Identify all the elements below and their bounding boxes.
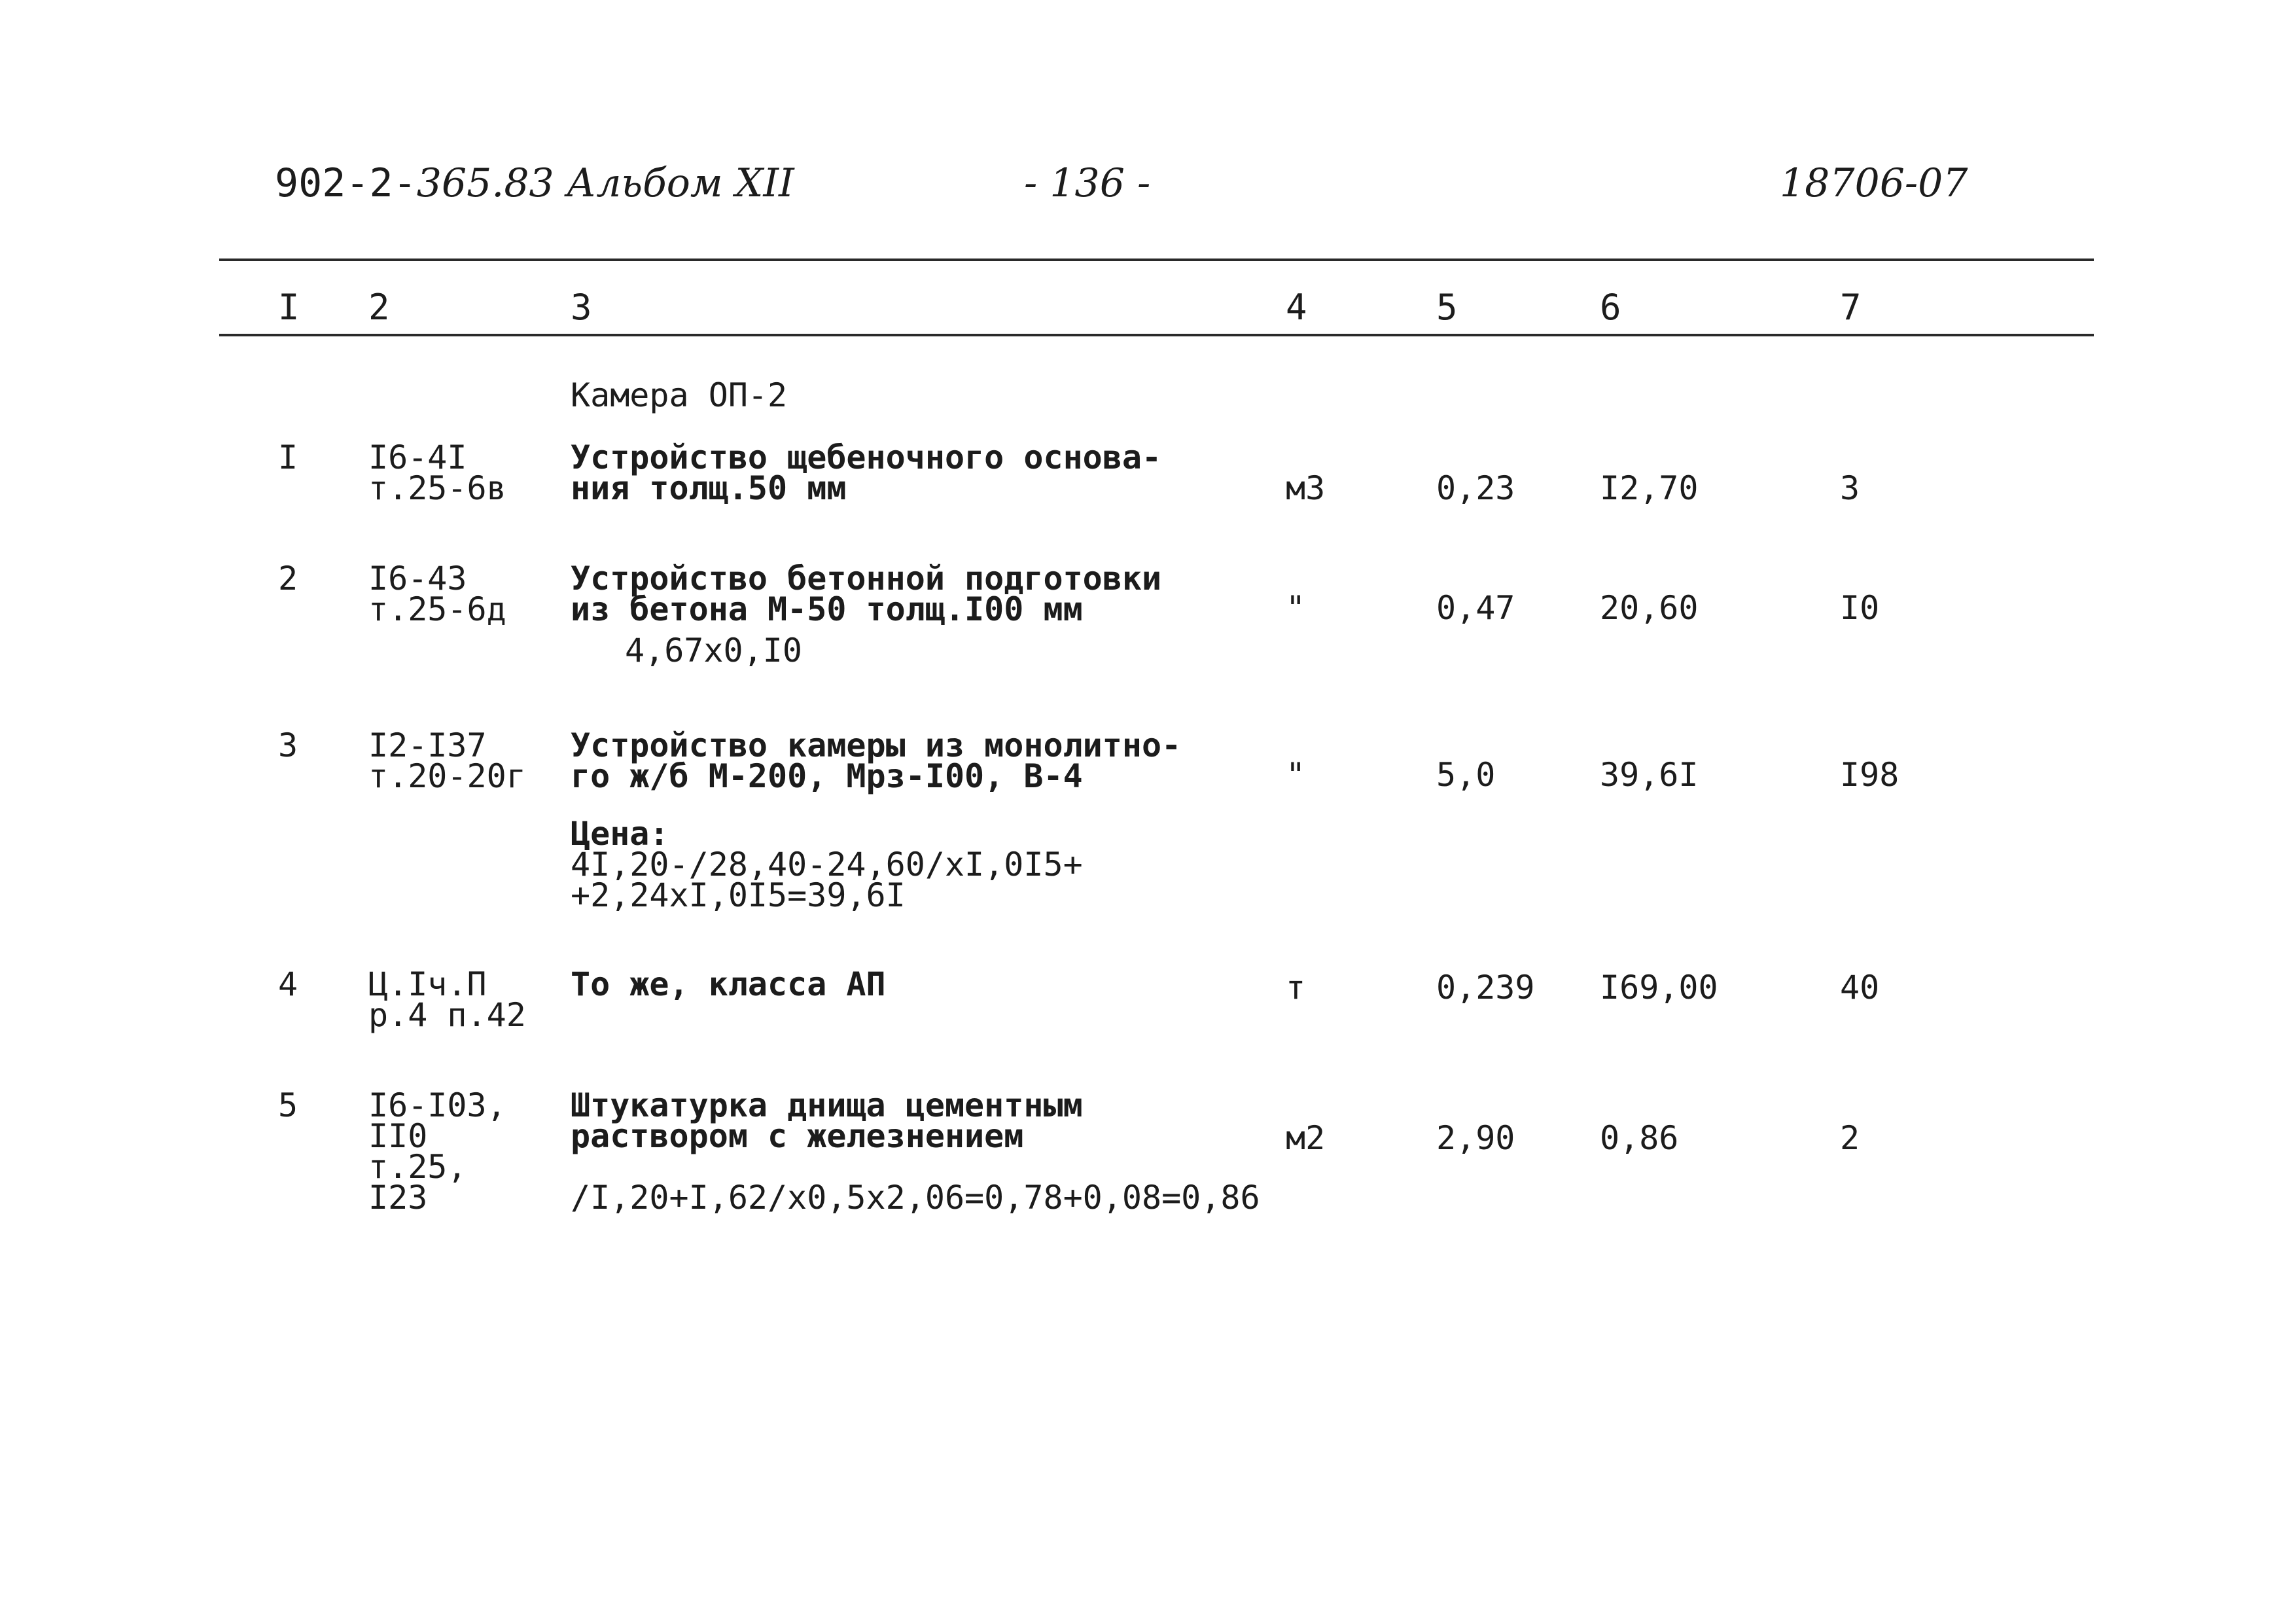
unit: м2: [1286, 1119, 1326, 1157]
row-number: 3: [278, 726, 298, 764]
norm-code-line: Ц.Iч.П: [368, 965, 487, 1003]
section-title: Камера ОП-2: [571, 376, 788, 414]
total-cost: I98: [1840, 756, 1899, 794]
document-code-handwritten: 365.83 Альбом XII: [416, 160, 794, 206]
table-top-rule: [219, 259, 2094, 261]
column-header-3: 3: [571, 287, 592, 328]
column-header-7: 7: [1840, 287, 1862, 328]
work-description-line: Штукатурка днища цементным: [571, 1086, 1083, 1124]
column-header-4: 4: [1286, 287, 1307, 328]
row-number: 4: [278, 965, 298, 1003]
work-description-line: раствором с железнением: [571, 1117, 1024, 1155]
quantity: 0,239: [1436, 969, 1535, 1007]
document-code-printed: 902-2-: [275, 160, 417, 206]
total-cost: 2: [1840, 1119, 1860, 1157]
work-description-line: Устройство камеры из монолитно-: [571, 726, 1182, 764]
unit-price: 39,6I: [1600, 756, 1699, 794]
unit-price: 20,60: [1600, 589, 1699, 627]
document-code: [275, 160, 794, 206]
unit-price: I2,70: [1600, 469, 1699, 507]
unit: м3: [1286, 469, 1326, 507]
norm-code-line: I6-43: [368, 560, 467, 597]
total-cost: 3: [1840, 469, 1860, 507]
calculation-note-line: /I,20+I,62/х0,5х2,06=0,78+0,08=0,86: [571, 1179, 1260, 1217]
total-cost: 40: [1840, 969, 1880, 1007]
calculation-note-line: 4,67х0,I0: [625, 632, 802, 669]
calculation-note-line: +2,24хI,0I5=39,6I: [571, 876, 906, 914]
work-description-line: ния толщ.50 мм: [571, 469, 847, 507]
row-number: 2: [278, 560, 298, 597]
column-header-5: 5: [1436, 287, 1458, 328]
calculation-note-line: 4I,20-/28,40-24,60/хI,0I5+: [571, 846, 1083, 883]
work-description-line: Устройство щебеночного основа-: [571, 438, 1162, 476]
row-number: I: [278, 438, 298, 476]
unit: т: [1286, 969, 1306, 1007]
norm-code-line: т.25-6в: [368, 469, 506, 507]
total-cost: I0: [1840, 589, 1880, 627]
norm-code-line: I6-I03,: [368, 1086, 506, 1124]
unit: ": [1286, 589, 1306, 627]
unit-price: 0,86: [1600, 1119, 1679, 1157]
column-header-6: 6: [1600, 287, 1621, 328]
unit: ": [1286, 756, 1306, 794]
archive-number: 18706-07: [1780, 160, 1968, 206]
calculation-note-line: Цена:: [571, 815, 669, 853]
norm-code-line: т.20-20г: [368, 757, 526, 795]
quantity: 5,0: [1436, 756, 1496, 794]
work-description-line: из бетона М-50 толщ.I00 мм: [571, 590, 1083, 628]
unit-price: I69,00: [1600, 969, 1718, 1007]
work-description-line: го ж/б М-200, Мрз-I00, В-4: [571, 757, 1083, 795]
norm-code-line: I23: [368, 1179, 428, 1217]
norm-code-line: II0: [368, 1117, 428, 1155]
norm-code-line: т.25,: [368, 1148, 467, 1186]
page-number: - 136 -: [1024, 160, 1151, 206]
work-description-line: Устройство бетонной подготовки: [571, 560, 1162, 597]
norm-code-line: I2-I37: [368, 726, 487, 764]
column-header-1: I: [278, 287, 300, 328]
row-number: 5: [278, 1086, 298, 1124]
norm-code-line: I6-4I: [368, 438, 467, 476]
quantity: 2,90: [1436, 1119, 1515, 1157]
table-header-rule: [219, 334, 2094, 336]
column-header-2: 2: [368, 287, 390, 328]
quantity: 0,47: [1436, 589, 1515, 627]
quantity: 0,23: [1436, 469, 1515, 507]
work-description-line: То же, класса АП: [571, 965, 886, 1003]
norm-code-line: т.25-6д: [368, 590, 506, 628]
norm-code-line: р.4 п.42: [368, 996, 526, 1034]
